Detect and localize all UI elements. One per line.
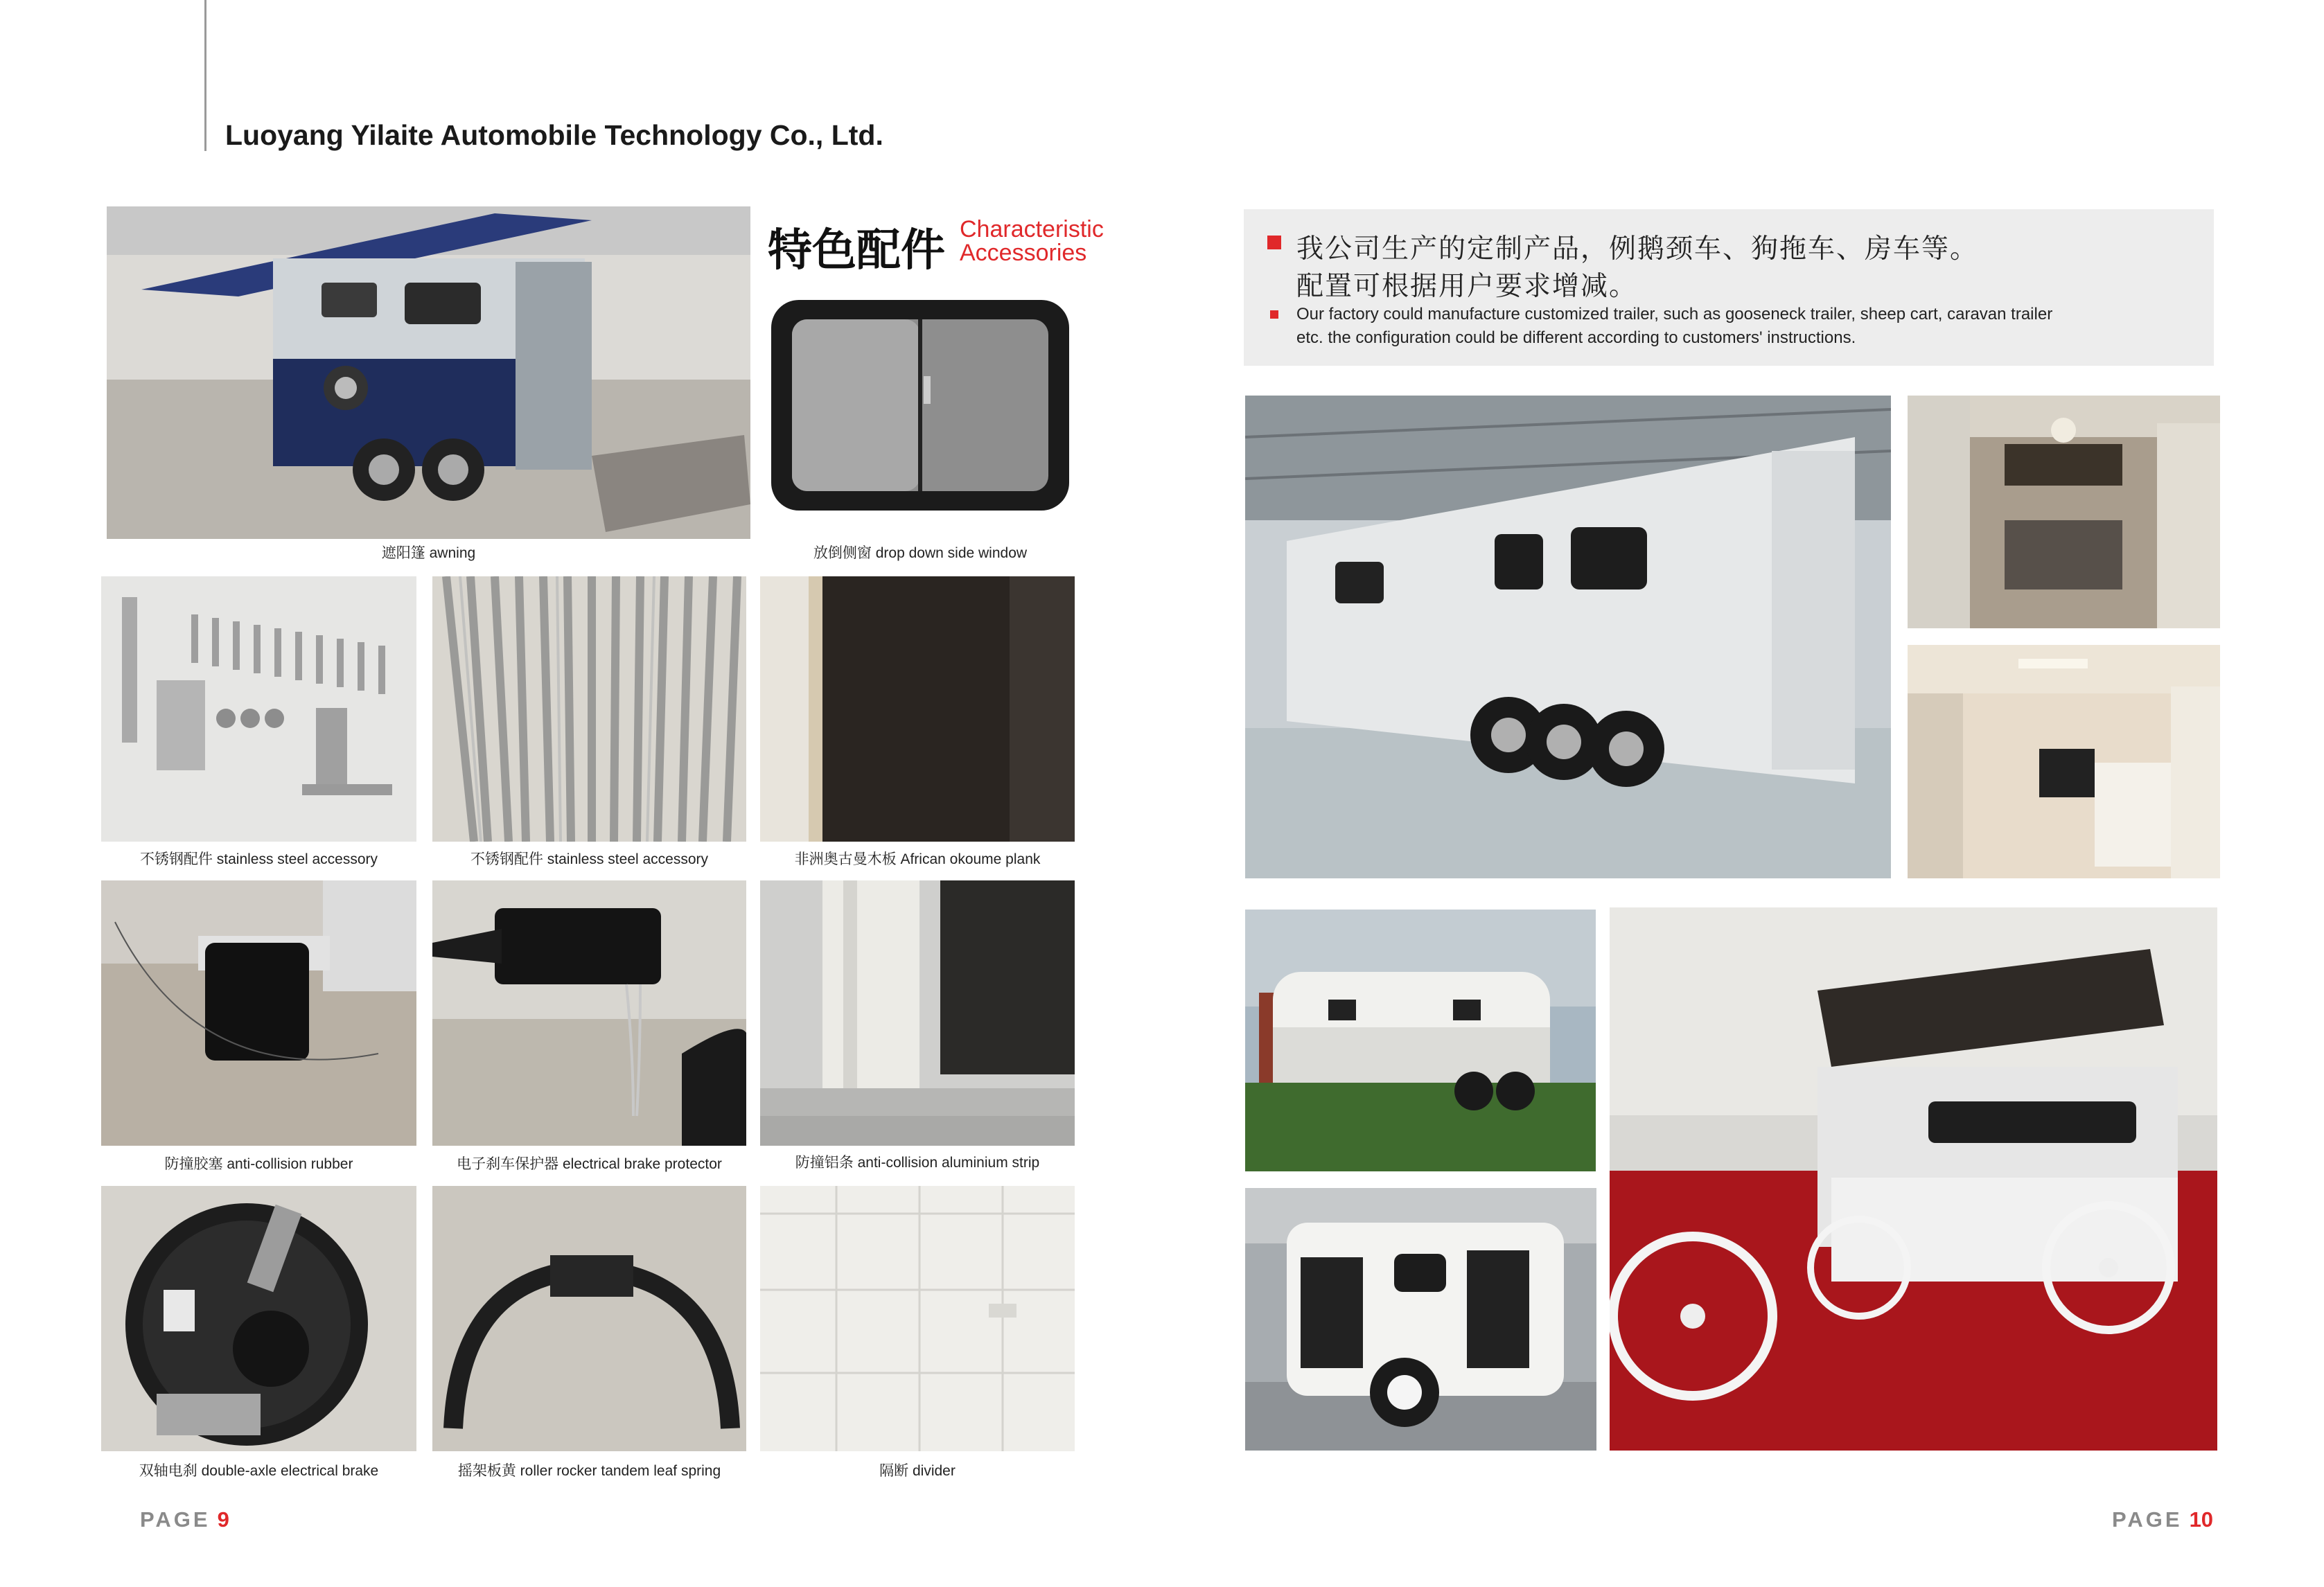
caption-stainless-2: 不锈钢配件 stainless steel accessory bbox=[470, 851, 709, 867]
awning-photo bbox=[107, 206, 750, 539]
header-divider-line bbox=[204, 0, 206, 151]
drop-window-photo bbox=[764, 293, 1076, 517]
caption-okoume: 非洲奥古曼木板 African okoume plank bbox=[794, 851, 1041, 867]
horse-carriage-photo bbox=[1610, 907, 2217, 1451]
bullet-square-small bbox=[1270, 310, 1278, 319]
section-title-cn: 特色配件 bbox=[768, 225, 945, 276]
anti-collision-rubber-photo bbox=[101, 880, 416, 1146]
stainless-accessory-photo-1 bbox=[101, 576, 416, 842]
caption-drop-window: 放倒侧窗 drop down side window bbox=[813, 545, 1028, 561]
page-number-left bbox=[140, 1507, 229, 1532]
page-num-right: 10 bbox=[2189, 1507, 2214, 1532]
caption-awning: 遮阳篷 awning bbox=[381, 545, 476, 561]
caption-divider: 隔断 divider bbox=[879, 1463, 956, 1479]
stainless-accessory-photo-2 bbox=[432, 576, 746, 842]
page-label-left: PAGE bbox=[140, 1507, 211, 1532]
company-name: Luoyang Yilaite Automobile Technology Co., Ltd. bbox=[225, 119, 883, 151]
bullet-square-large bbox=[1267, 236, 1281, 249]
caption-alu-strip: 防撞铝条 anti-collision aluminium strip bbox=[795, 1155, 1040, 1171]
caption-brake-protector: 电子刹车保护器 electrical brake protector bbox=[457, 1156, 722, 1172]
dog-trailer-photo bbox=[1245, 1188, 1596, 1451]
page-num-left: 9 bbox=[217, 1507, 229, 1532]
banner-cn-line1: 我公司生产的定制产品，例鹅颈车、狗拖车、房车等。 bbox=[1296, 233, 1979, 265]
caption-leaf-spring: 摇架板黄 roller rocker tandem leaf spring bbox=[457, 1463, 721, 1479]
horse-trailer-photo bbox=[1245, 910, 1596, 1171]
anti-collision-aluminium-strip-photo bbox=[760, 880, 1075, 1146]
section-title-en bbox=[960, 218, 1104, 265]
page-number-right bbox=[2112, 1507, 2213, 1532]
banner-cn-line2: 配置可根据用户要求增减。 bbox=[1296, 271, 1638, 302]
divider-photo bbox=[760, 1186, 1075, 1451]
electrical-brake-protector-photo bbox=[432, 880, 746, 1146]
double-axle-brake-photo bbox=[101, 1186, 416, 1451]
page-label-right: PAGE bbox=[2112, 1507, 2183, 1532]
caption-stainless-1: 不锈钢配件 stainless steel accessory bbox=[139, 851, 378, 867]
banner-en-line1: Our factory could manufacture customized trailer, such as gooseneck trailer, sheep cart, caravan trailer bbox=[1296, 305, 2053, 323]
caravan-photo bbox=[1245, 396, 1891, 878]
caption-rubber: 防撞胶塞 anti-collision rubber bbox=[164, 1156, 353, 1172]
banner-en-line2: etc. the configuration could be different according to customers' instructions. bbox=[1296, 328, 1856, 347]
interior-kitchen-photo bbox=[1908, 396, 2220, 628]
leaf-spring-photo bbox=[432, 1186, 746, 1451]
okoume-plank-photo bbox=[760, 576, 1075, 842]
section-title-en-line2: Accessories bbox=[960, 240, 1087, 266]
interior-fridge-photo bbox=[1908, 645, 2220, 878]
info-banner bbox=[1244, 209, 2214, 366]
caption-double-axle: 双轴电刹 double-axle electrical brake bbox=[139, 1463, 379, 1479]
section-title-en-line1: Characteristic bbox=[960, 216, 1104, 242]
